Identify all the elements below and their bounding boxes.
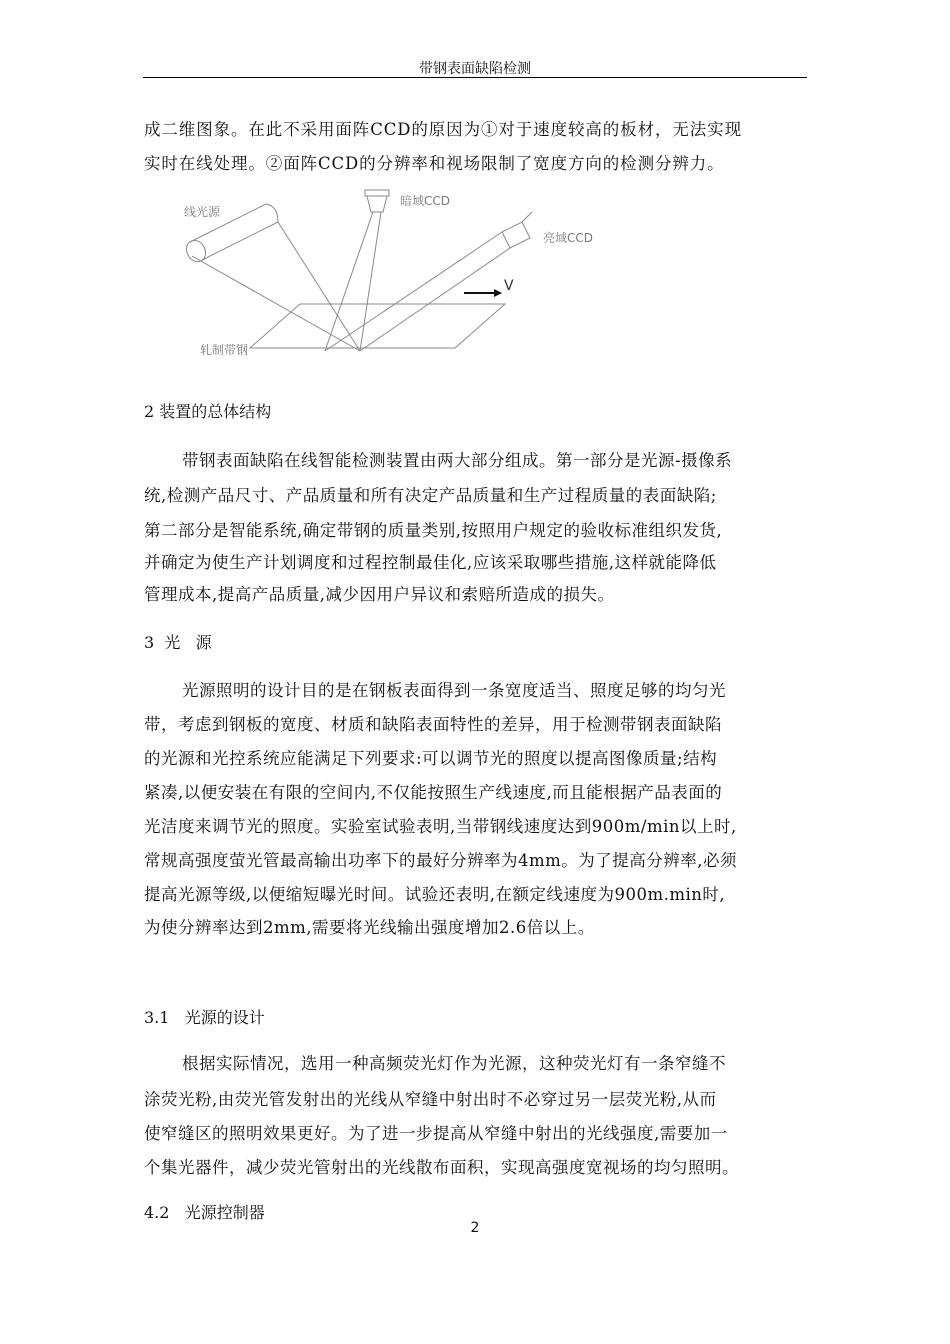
dark-ccd-body xyxy=(365,190,389,196)
section-3-1-line-4: 个集光器件，减少荧光管射出的光线散布面积，实现高强度宽视场的均匀照明。 xyxy=(144,1158,739,1177)
dark-ccd-lens xyxy=(367,196,387,212)
diagram-label-strip: 轧制带钢 xyxy=(200,343,249,357)
section-3-line-7: 提高光源等级,以便缩短曝光时间。试验还表明,在额定线速度为900m.min时, xyxy=(144,885,726,904)
light-source-end-ellipse xyxy=(183,237,210,265)
page-number: 2 xyxy=(470,1220,480,1236)
intro-line-1: 成二维图象。在此不采用面阵CCD的原因为①对于速度较高的板材，无法实现 xyxy=(144,120,742,139)
light-source-cap xyxy=(266,204,278,222)
inspection-diagram xyxy=(170,186,640,371)
light-source-body-bottom xyxy=(202,222,278,260)
section-3-line-6: 常规高强度萤光管最高输出功率下的最好分辨率为4mm。为了提高分辨率,必须 xyxy=(144,851,738,870)
diagram-label-dark-ccd: 暗域CCD xyxy=(400,194,450,208)
section-3-line-4: 紧凑,以便安装在有限的空间内,不仅能按照生产线速度,而且能根据产品表面的 xyxy=(144,783,723,802)
section-2-line-4: 并确定为使生产计划调度和过程控制最佳化,应该采取哪些措施,这样就能降低 xyxy=(144,553,717,572)
dark-ccd-view-right xyxy=(360,212,381,351)
velocity-arrow-head xyxy=(494,289,502,297)
bright-ccd-body xyxy=(502,222,530,248)
section-3-1-line-2: 涂荧光粉,由荧光管发射出的光线从窄缝中射出时不必穿过另一层荧光粉,从而 xyxy=(144,1090,717,1109)
section-2-line-3: 第二部分是智能系统,确定带钢的质量类别,按照用户规定的验收标准组织发货, xyxy=(144,521,723,540)
diagram-label-v: V xyxy=(504,278,514,294)
section-3-line-1: 光源照明的设计目的是在钢板表面得到一条宽度适当、照度足够的均匀光 xyxy=(182,681,726,700)
section-3-heading: 3 光 源 xyxy=(144,633,212,652)
section-3-1-line-1: 根据实际情况，选用一种高频荧光灯作为光源，这种荧光灯有一条窄缝不 xyxy=(182,1054,726,1073)
section-2-line-5: 管理成本,提高产品质量,减少因用户异议和索赔所造成的损失。 xyxy=(144,585,615,604)
section-2-line-1: 带钢表面缺陷在线智能检测装置由两大部分组成。第一部分是光源-摄像系 xyxy=(182,451,733,470)
section-4-2-heading: 4.2 光源控制器 xyxy=(144,1203,265,1222)
section-3-line-8: 为使分辨率达到2mm,需要将光线输出强度增加2.6倍以上。 xyxy=(144,918,595,937)
diagram-label-light-source: 线光源 xyxy=(184,205,221,219)
section-2-line-2: 统,检测产品尺寸、产品质量和所有决定产品质量和生产过程质量的表面缺陷; xyxy=(144,486,717,505)
page-header-title: 带钢表面缺陷检测 xyxy=(419,61,531,77)
bright-ccd-view-upper xyxy=(325,232,502,351)
bright-ccd-view-lower xyxy=(360,248,510,351)
section-3-1-heading: 3.1 光源的设计 xyxy=(144,1008,265,1027)
header-rule xyxy=(143,77,807,78)
diagram-label-bright-ccd: 亮域CCD xyxy=(543,231,593,245)
section-3-1-line-3: 使窄缝区的照明效果更好。为了进一步提高从窄缝中射出的光线强度,需要加一 xyxy=(144,1124,728,1143)
section-3-line-2: 带，考虑到钢板的宽度、材质和缺陷表面特性的差异，用于检测带钢表面缺陷 xyxy=(144,715,722,734)
dark-ccd-view-left xyxy=(325,212,373,351)
bright-ccd-lens-line xyxy=(522,212,532,222)
section-2-heading: 2 装置的总体结构 xyxy=(144,402,272,421)
intro-line-2: 实时在线处理。②面阵CCD的分辨率和视场限制了宽度方向的检测分辨力。 xyxy=(144,154,725,173)
section-3-line-5: 光洁度来调节光的照度。实验室试验表明,当带钢线速度达到900m/min以上时, xyxy=(144,817,737,836)
section-3-line-3: 的光源和光控系统应能满足下列要求:可以调节光的照度以提高图像质量;结构 xyxy=(144,749,718,768)
